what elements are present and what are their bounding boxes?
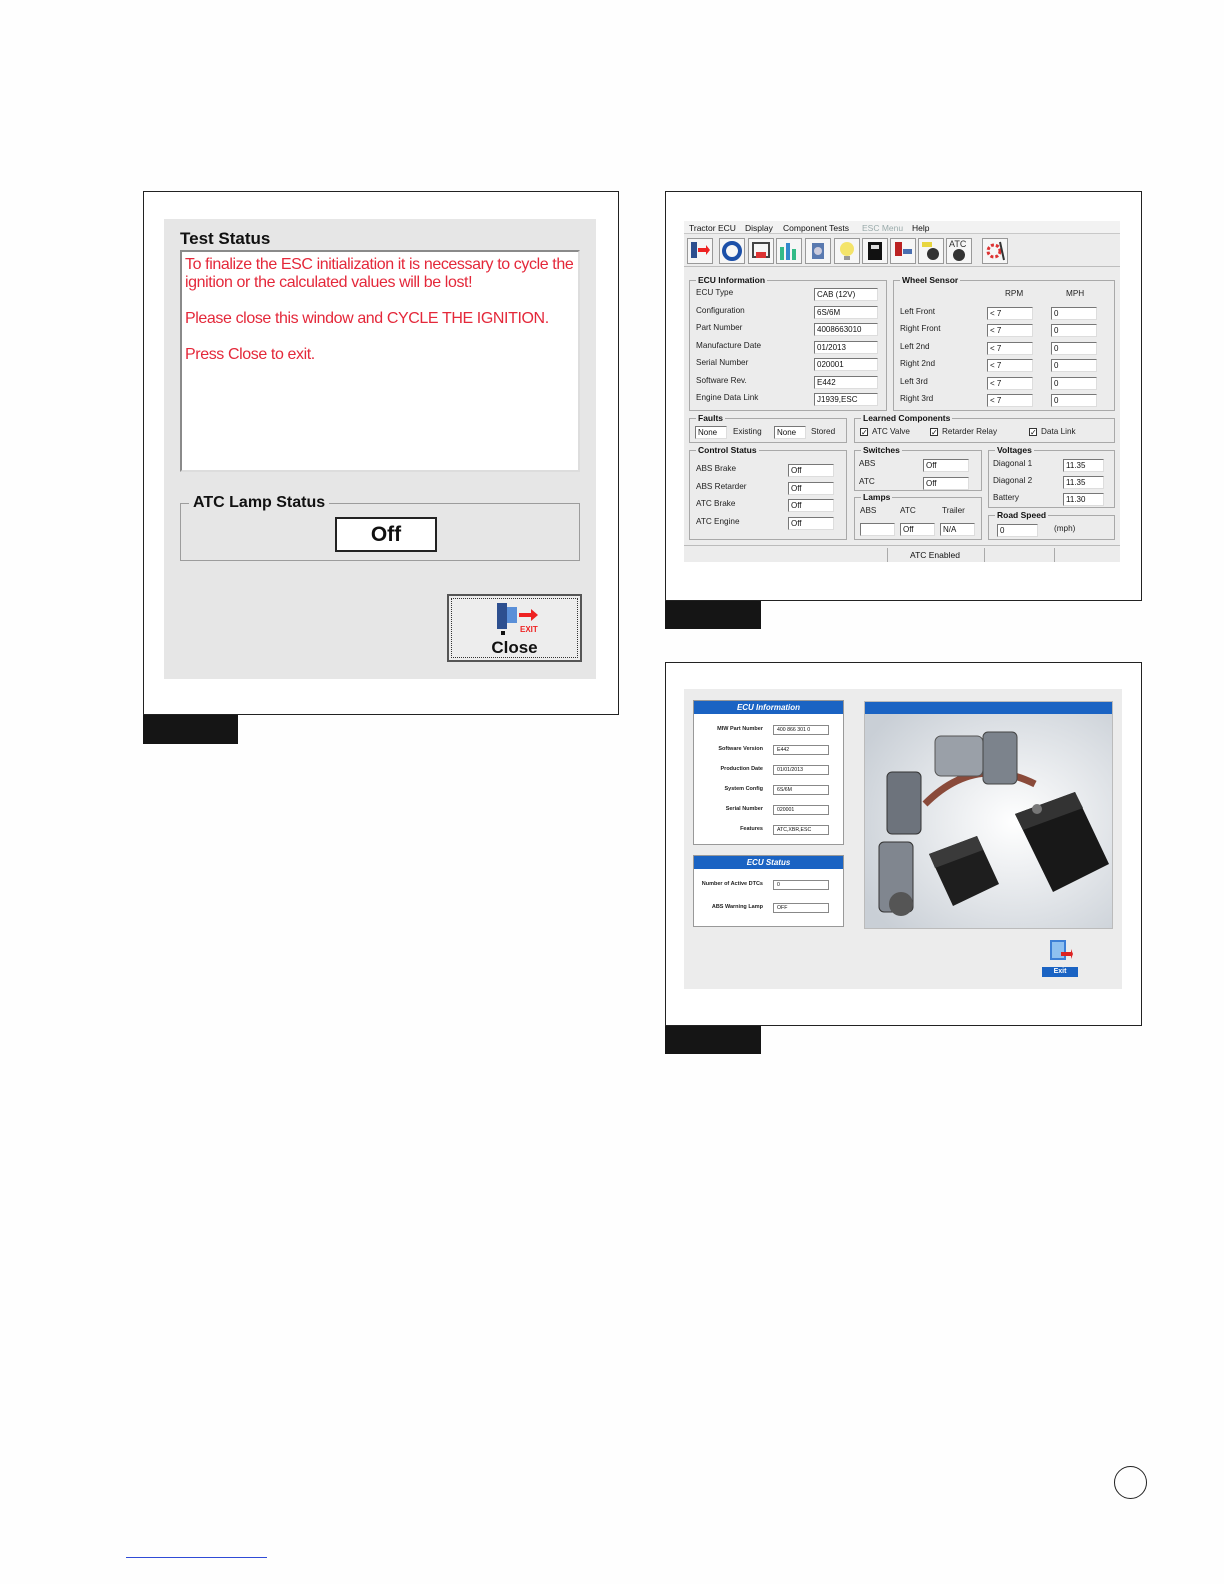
atc-valve-label: ATC Valve <box>872 427 910 436</box>
ecu-info-window <box>684 689 1122 989</box>
right-3rd-rpm: < 7 <box>987 394 1033 407</box>
faults-title: Faults <box>698 413 724 423</box>
right-2nd-label: Right 2nd <box>900 359 936 368</box>
features-label: Features <box>740 826 763 832</box>
software-version-field: E442 <box>773 745 829 755</box>
ecu-information-figure <box>665 662 1142 1026</box>
svg-text:EXIT: EXIT <box>520 625 538 634</box>
message-line: Press Close to exit. <box>185 346 315 363</box>
battery-label: Battery <box>993 493 1019 502</box>
abs-retarder-label: ABS Retarder <box>696 482 747 491</box>
lamps-abs-label: ABS <box>860 506 877 515</box>
battery-field: 11.30 <box>1063 493 1104 506</box>
manufacture-date-field: 01/2013 <box>814 341 878 354</box>
left-2nd-rpm: < 7 <box>987 342 1033 355</box>
page-number-circle <box>1114 1466 1147 1499</box>
switch-atc-label: ATC <box>859 477 875 486</box>
part-number-label: Part Number <box>696 323 743 332</box>
right-2nd-mph: 0 <box>1051 359 1097 372</box>
ecu-module-icon[interactable] <box>862 238 888 264</box>
abs-warning-lamp-field: OFF <box>773 903 829 913</box>
lamps-group <box>854 492 982 540</box>
wheel-sensor-title: Wheel Sensor <box>902 275 959 285</box>
serial-number-label: Serial Number <box>696 358 749 367</box>
tractor-ecu-window <box>684 221 1120 562</box>
status-cell <box>984 548 1052 562</box>
atc-icon[interactable]: ATC <box>946 238 972 264</box>
voltages-title: Voltages <box>997 445 1032 455</box>
lamps-abs-field <box>860 523 895 536</box>
f3-serial-number-field: 020001 <box>773 805 829 815</box>
atc-engine-field: Off <box>788 517 834 530</box>
software-rev-label: Software Rev. <box>696 376 747 385</box>
f3-ecu-information-title: ECU Information <box>694 701 843 714</box>
f3-serial-number-label: Serial Number <box>725 806 763 812</box>
voltages-group <box>988 445 1115 508</box>
control-status-group <box>689 445 847 540</box>
left-3rd-rpm: < 7 <box>987 377 1033 390</box>
valve-icon[interactable] <box>805 238 831 264</box>
switch-abs-field: Off <box>923 459 969 472</box>
exit-button[interactable] <box>1042 938 1078 978</box>
left-2nd-label: Left 2nd <box>900 342 930 351</box>
production-date-field: 01/01/2013 <box>773 765 829 775</box>
exit-button-label: Exit <box>1042 967 1078 977</box>
menu-esc-menu[interactable]: ESC Menu <box>862 223 904 233</box>
f3-ecu-status-box <box>693 855 844 927</box>
figure-tag <box>665 601 761 629</box>
footer-link-rule <box>126 1557 267 1558</box>
status-atc-enabled: ATC Enabled <box>887 548 982 562</box>
software-rev-field: E442 <box>814 376 878 389</box>
test-status-figure <box>143 191 619 715</box>
diagonal-2-field: 11.35 <box>1063 476 1104 489</box>
left-3rd-label: Left 3rd <box>900 377 928 386</box>
test-tool-icon[interactable] <box>890 238 916 264</box>
atc-brake-field: Off <box>788 499 834 512</box>
ecu-information-title: ECU Information <box>698 275 766 285</box>
right-3rd-label: Right 3rd <box>900 394 934 403</box>
switch-atc-field: Off <box>923 477 969 490</box>
menu-bar <box>684 221 1120 234</box>
ecu-type-field: CAB (12V) <box>814 288 878 301</box>
figure-tag <box>665 1026 761 1054</box>
configuration-label: Configuration <box>696 306 745 315</box>
atc-engine-label: ATC Engine <box>696 517 740 526</box>
exit-door-icon <box>493 601 539 637</box>
atc-lamp-status-title: ATC Lamp Status <box>189 494 329 512</box>
stored-faults-field: None <box>774 426 806 439</box>
exit-door-icon <box>1047 938 1073 964</box>
left-2nd-mph: 0 <box>1051 342 1097 355</box>
miw-part-number-label: MIW Part Number <box>717 726 763 732</box>
menu-help[interactable]: Help <box>912 223 930 233</box>
abs-brake-label: ABS Brake <box>696 464 737 473</box>
system-config-label: System Config <box>724 786 763 792</box>
configuration-field: 6S/6M <box>814 306 878 319</box>
part-number-field: 4008663010 <box>814 323 878 336</box>
learned-components-group <box>854 413 1115 443</box>
chart-icon[interactable] <box>776 238 802 264</box>
right-front-rpm: < 7 <box>987 324 1033 337</box>
ecu-type-label: ECU Type <box>696 288 734 297</box>
atc-valve-checkbox[interactable]: ✓ <box>861 428 868 437</box>
active-dtcs-field: 0 <box>773 880 829 890</box>
product-photo <box>864 701 1113 929</box>
lamps-atc-label: ATC <box>900 506 916 515</box>
status-bar <box>684 545 1120 562</box>
right-front-label: Right Front <box>900 324 941 333</box>
engine-data-link-label: Engine Data Link <box>696 393 759 402</box>
mph-column-header: MPH <box>1066 289 1085 298</box>
road-speed-group <box>988 510 1115 540</box>
road-speed-unit: (mph) <box>1054 524 1076 533</box>
switches-group <box>854 445 982 491</box>
software-version-label: Software Version <box>718 746 763 752</box>
f3-ecu-information-box <box>693 700 844 845</box>
production-date-label: Production Date <box>720 766 763 772</box>
switches-title: Switches <box>863 445 900 455</box>
learned-components-title: Learned Components <box>863 413 951 423</box>
lamps-trailer-field: N/A <box>940 523 975 536</box>
diagonal-1-field: 11.35 <box>1063 459 1104 472</box>
abs-brake-field: Off <box>788 464 834 477</box>
right-front-mph: 0 <box>1051 324 1097 337</box>
menu-tractor-ecu[interactable]: Tractor ECU <box>689 223 736 233</box>
close-button[interactable] <box>447 594 582 662</box>
abs-retarder-field: Off <box>788 482 834 495</box>
features-field: ATC,XBR,ESC <box>773 825 829 835</box>
right-3rd-mph: 0 <box>1051 394 1097 407</box>
lamps-title: Lamps <box>863 492 891 502</box>
atc-lamp-status-group <box>180 494 580 561</box>
sensor-icon[interactable] <box>918 238 944 264</box>
road-speed-title: Road Speed <box>997 510 1047 520</box>
figure-tag <box>143 715 238 744</box>
road-speed-field: 0 <box>997 524 1038 537</box>
wheel-sensor-group <box>893 275 1115 411</box>
lamp-icon[interactable] <box>834 238 860 264</box>
active-dtcs-label: Number of Active DTCs <box>701 881 763 887</box>
serial-number-field: 020001 <box>814 358 878 371</box>
message-line: Please close this window and CYCLE THE IGNITION. <box>185 310 549 327</box>
engine-data-link-field: J1939,ESC <box>814 393 878 406</box>
menu-display[interactable]: Display <box>745 223 773 233</box>
lamps-trailer-label: Trailer <box>942 506 965 515</box>
ecu-information-group <box>689 275 887 411</box>
left-front-mph: 0 <box>1051 307 1097 320</box>
existing-faults-field: None <box>695 426 727 439</box>
left-3rd-mph: 0 <box>1051 377 1097 390</box>
left-front-rpm: < 7 <box>987 307 1033 320</box>
close-button-label: Close <box>491 638 538 657</box>
test-status-title: Test Status <box>180 229 271 248</box>
atc-brake-label: ATC Brake <box>696 499 736 508</box>
menu-component-tests[interactable]: Component Tests <box>783 223 849 233</box>
data-link-checkbox[interactable]: ✓ <box>1030 428 1037 437</box>
exit-icon[interactable] <box>687 238 713 264</box>
test-status-message-box <box>180 250 580 472</box>
diagonal-1-label: Diagonal 1 <box>993 459 1033 468</box>
atc-lamp-status-value: Off <box>335 517 437 552</box>
miw-part-number-field: 400 866 301 0 <box>773 725 829 735</box>
f3-ecu-status-title: ECU Status <box>694 856 843 869</box>
control-status-title: Control Status <box>698 445 757 455</box>
abs-warning-lamp-label: ABS Warning Lamp <box>711 904 763 910</box>
abs-components-image <box>865 714 1113 929</box>
reset-icon[interactable] <box>982 238 1008 264</box>
status-cell <box>1054 548 1118 562</box>
retarder-relay-label: Retarder Relay <box>942 427 998 436</box>
retarder-relay-checkbox[interactable]: ✓ <box>931 428 938 437</box>
photo-header-bar <box>865 702 1112 714</box>
left-front-label: Left Front <box>900 307 936 316</box>
data-link-label: Data Link <box>1041 427 1076 436</box>
faults-group <box>689 413 847 443</box>
stored-label: Stored <box>811 427 836 436</box>
manufacture-date-label: Manufacture Date <box>696 341 762 350</box>
system-config-field: 6S/6M <box>773 785 829 795</box>
refresh-icon[interactable] <box>719 238 745 264</box>
switch-abs-label: ABS <box>859 459 876 468</box>
right-2nd-rpm: < 7 <box>987 359 1033 372</box>
abs-icon[interactable] <box>748 238 774 264</box>
rpm-column-header: RPM <box>1005 289 1024 298</box>
tractor-ecu-figure <box>665 191 1142 601</box>
diagonal-2-label: Diagonal 2 <box>993 476 1033 485</box>
test-status-dialog <box>164 219 596 679</box>
existing-label: Existing <box>733 427 762 436</box>
message-line: To finalize the ESC initialization it is necessary to cycle the <box>185 256 574 273</box>
lamps-atc-field: Off <box>900 523 935 536</box>
message-line: ignition or the calculated values will be lost! <box>185 274 473 291</box>
toolbar <box>684 235 1120 267</box>
